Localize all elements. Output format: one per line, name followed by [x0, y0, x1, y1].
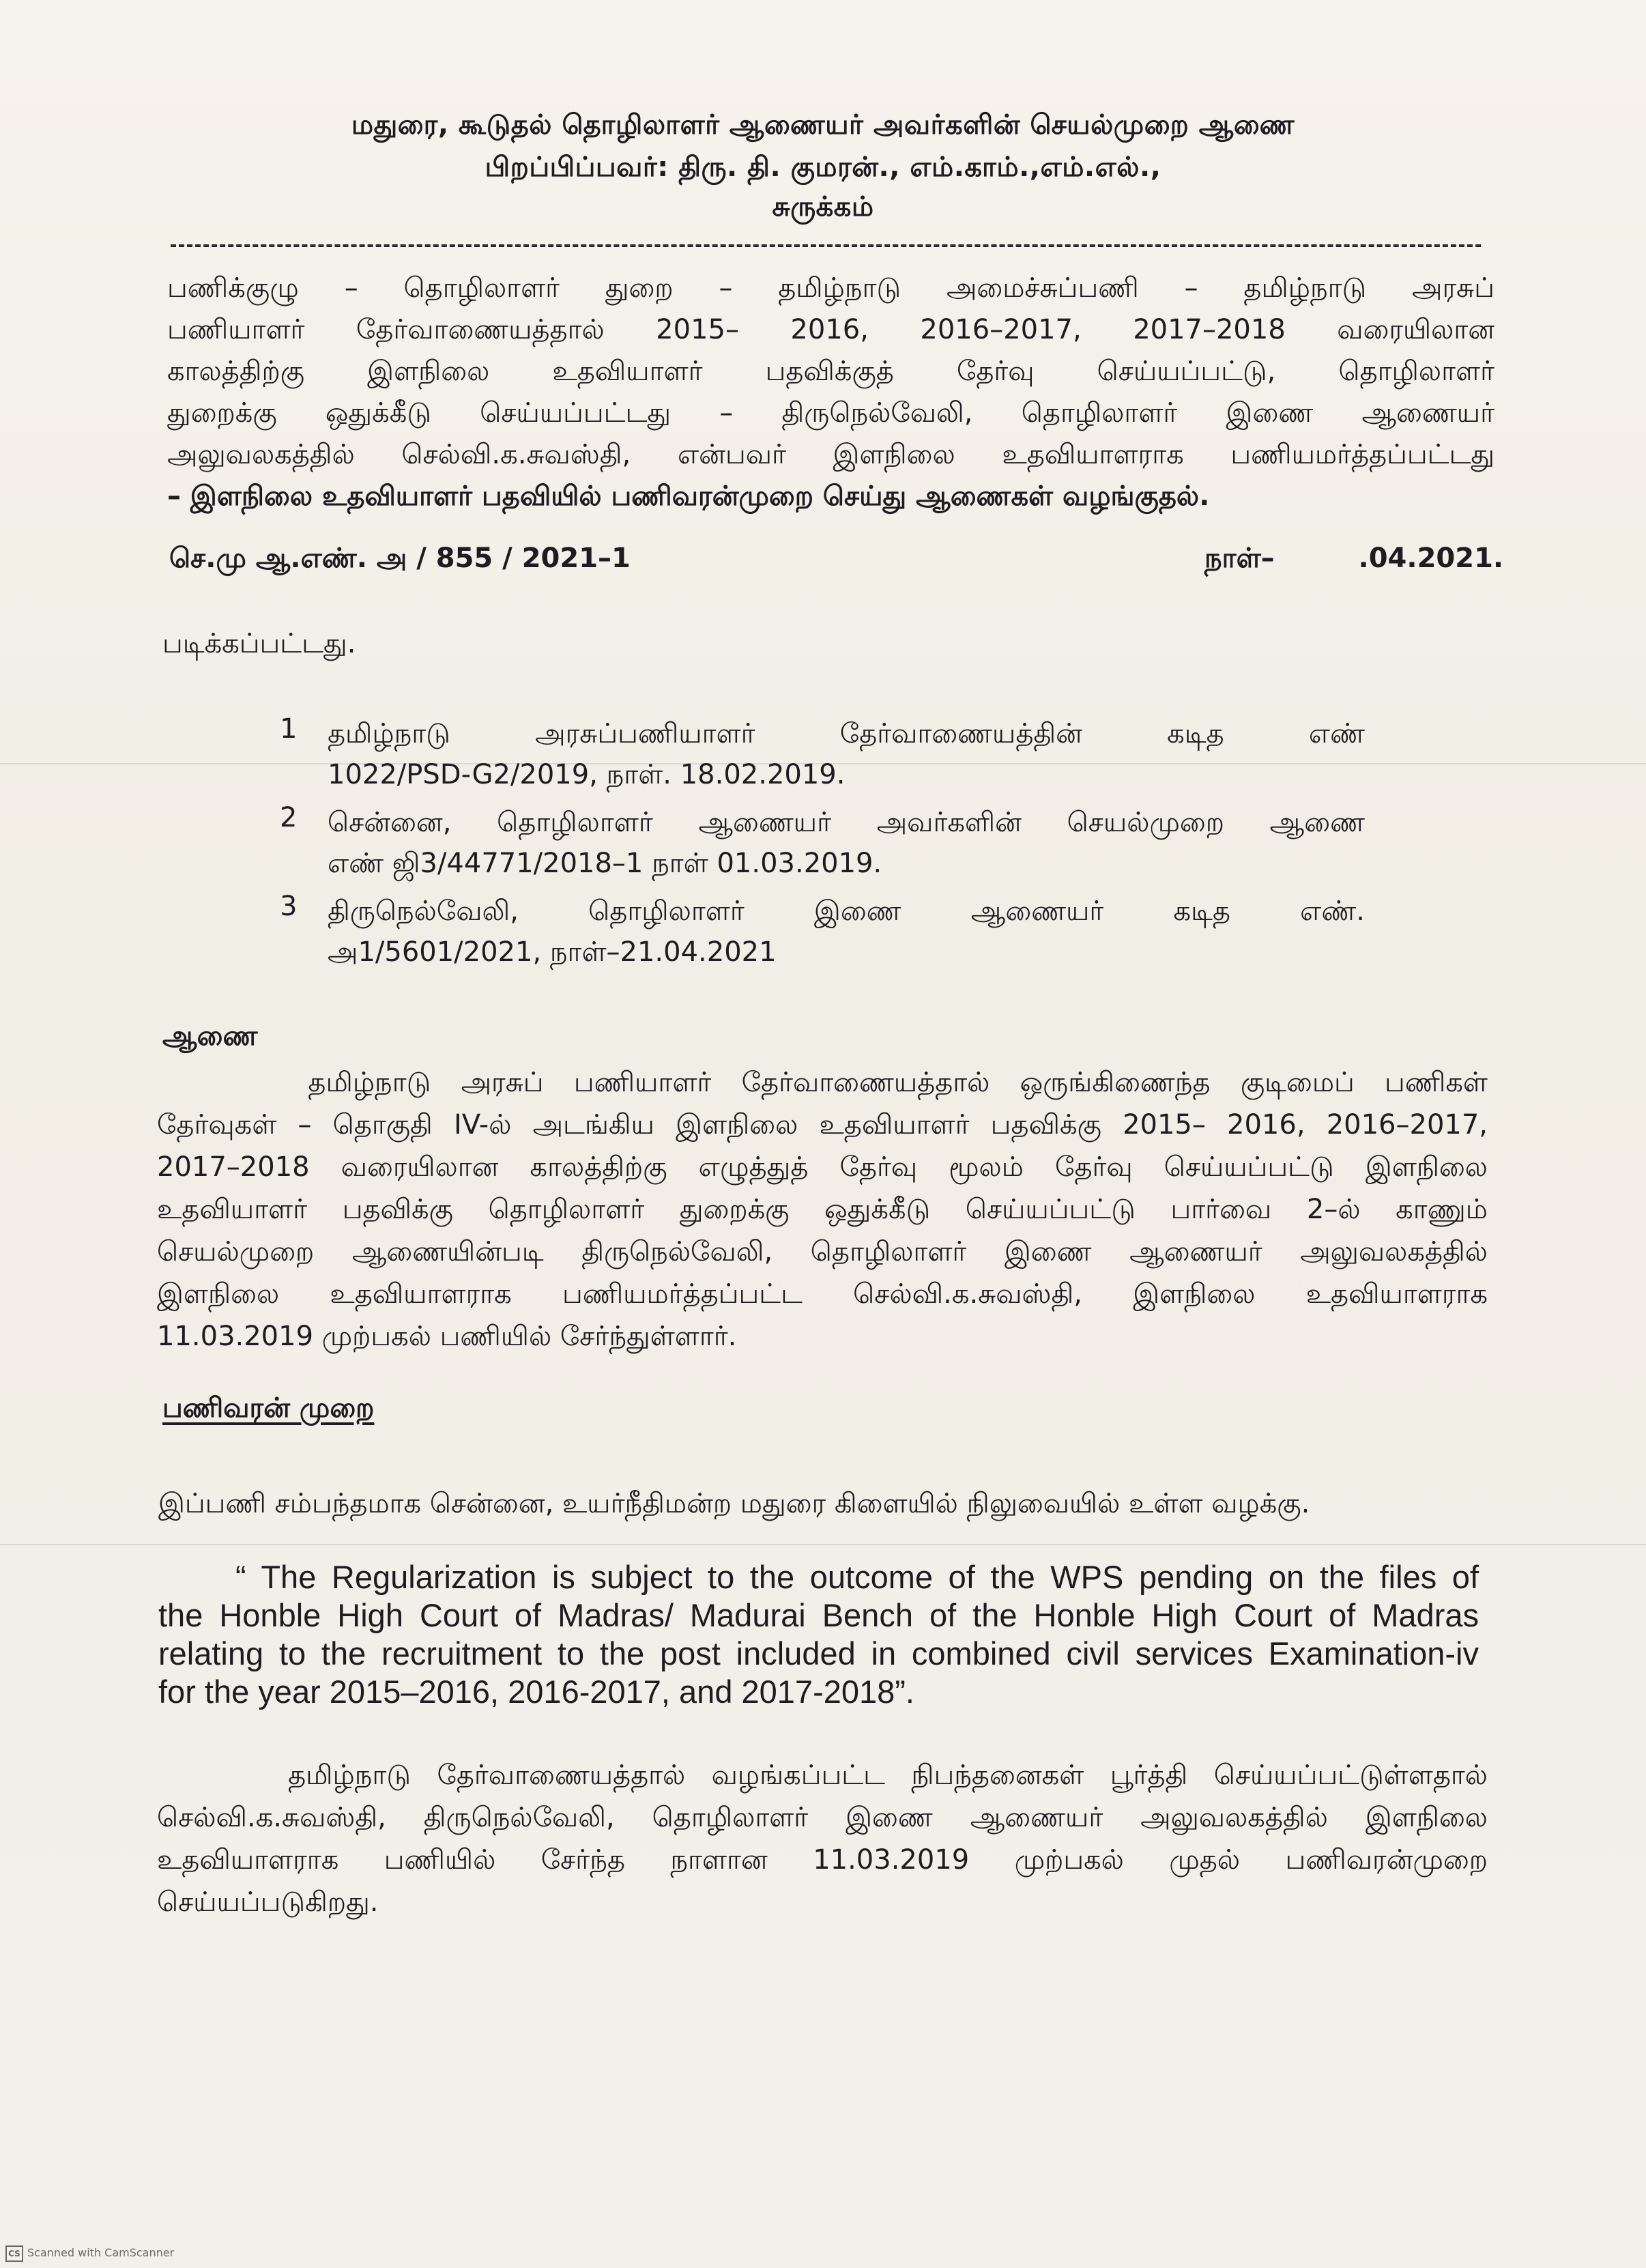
reference-line: 1022/PSD-G2/2019, நாள். 18.02.2019.	[328, 759, 846, 790]
header-title: மதுரை, கூடுதல் தொழிலாளர் ஆணையர் அவர்களின் செயல்முறை ஆணை	[351, 109, 1295, 141]
scanner-text: Scanned with CamScanner	[27, 2246, 175, 2259]
case-pending-line: இப்பணி சம்பந்தமாக சென்னை, உயர்நீதிமன்ற மதுரை கிளையில் நிலுவையில் உள்ள வழக்கு.	[158, 1488, 1310, 1519]
subject-line: அலுவலகத்தில் செல்வி.க.சுவஸ்தி, என்பவர் இளநிலை உதவியாளராக பணியமர்த்தப்பட்டது	[167, 439, 1495, 470]
reference-line: திருநெல்வேலி, தொழிலாளர் இணை ஆணையர் கடித எண்.	[328, 895, 1365, 927]
quote-line: for the year 2015–2016, 2016-2017, and 2017-2018”.	[158, 1674, 914, 1710]
camscanner-logo-icon: CS	[5, 2245, 23, 2262]
subject-line: பணிக்குழு – தொழிலாளர் துறை – தமிழ்நாடு அமைச்சுப்பணி – தமிழ்நாடு அரசுப்	[167, 272, 1495, 304]
final-line: செய்யப்படுகிறது.	[157, 1886, 379, 1918]
reference-line: தமிழ்நாடு அரசுப்பணியாளர் தேர்வாணையத்தின் கடித எண்	[328, 718, 1365, 749]
quote-line: the Honble High Court of Madras/ Madurai Bench of the Honble High Court of Madras	[158, 1597, 1479, 1633]
subject-line: துறைக்கு ஒதுக்கீடு செய்யப்பட்டது – திருநெல்வேலி, தொழிலாளர் இணை ஆணையர்	[167, 397, 1495, 429]
order-line: செயல்முறை ஆணையின்படி திருநெல்வேலி, தொழிலாளர் இணை ஆணையர் அலுவலகத்தில்	[157, 1236, 1488, 1267]
subject-line: காலத்திற்கு இளநிலை உதவியாளர் பதவிக்குத் தேர்வு செய்யப்பட்டு, தொழிலாளர்	[167, 356, 1495, 387]
reference-line: சென்னை, தொழிலாளர் ஆணையர் அவர்களின் செயல்முறை ஆணை	[328, 807, 1365, 838]
reference-line: அ1/5601/2021, நாள்–21.04.2021	[328, 936, 777, 968]
reference-number: 2	[280, 802, 298, 833]
final-line: தமிழ்நாடு தேர்வாணையத்தால் வழங்கப்பட்ட நிபந்தனைகள் பூர்த்தி செய்யப்பட்டுள்ளதால்	[157, 1760, 1488, 1791]
header-issuer: பிறப்பிப்பவர்: திரு. தி. குமரன்., எம்.காம்.,எம்.எல்.,	[485, 152, 1161, 183]
scanner-watermark	[5, 2245, 174, 2262]
header-summary-label: சுருக்கம்	[772, 191, 874, 223]
date-label: நாள்–	[1204, 543, 1275, 574]
reference-item	[280, 891, 1365, 979]
reference-number: 1	[280, 713, 298, 745]
final-line: செல்வி.க.சுவஸ்தி, திருநெல்வேலி, தொழிலாளர் இணை ஆணையர் அலுவலகத்தில் இளநிலை	[157, 1802, 1488, 1833]
order-line: தேர்வுகள் – தொகுதி IV-ல் அடங்கிய இளநிலை உதவியாளர் பதவிக்கு 2015– 2016, 2016–2017,	[157, 1109, 1488, 1140]
reference-item	[280, 802, 1365, 891]
dashed-separator	[171, 244, 1481, 247]
reference-item	[280, 713, 1365, 802]
subject-block	[167, 268, 1495, 517]
quote-line: relating to the recruitment to the post included in combined civil services Examination-iv	[158, 1635, 1479, 1671]
order-line: 2017–2018 வரையிலான காலத்திற்கு எழுத்துத் தேர்வு மூலம் தேர்வு செய்யப்பட்டு இளநிலை	[157, 1151, 1488, 1183]
regularization-heading: பணிவரன் முறை	[162, 1392, 375, 1424]
quote-line: “ The Regularization is subject to the outcome of the WPS pending on the files of	[158, 1559, 1479, 1595]
final-paragraph	[157, 1754, 1488, 1923]
final-line: உதவியாளராக பணியில் சேர்ந்த நாளான 11.03.2019 முற்பகல் முதல் பணிவரன்முறை	[157, 1844, 1488, 1876]
order-line: 11.03.2019 முற்பகல் பணியில் சேர்ந்துள்ளார்.	[157, 1321, 737, 1352]
order-date	[1204, 543, 1503, 577]
subject-line: – இளநிலை உதவியாளர் பதவியில் பணிவரன்முறை செய்து ஆணைகள் வழங்குதல்.	[167, 480, 1210, 512]
reference-number: 3	[280, 891, 298, 922]
reference-line: எண் ஜி3/44771/2018–1 நாள் 01.03.2019.	[328, 848, 882, 879]
order-line: உதவியாளர் பதவிக்கு தொழிலாளர் துறைக்கு ஒதுக்கீடு செய்யப்பட்டு பார்வை 2–ல் காணும்	[157, 1194, 1488, 1225]
order-line: தமிழ்நாடு அரசுப் பணியாளர் தேர்வாணையத்தால் ஒருங்கிணைந்த குடிமைப் பணிகள்	[157, 1067, 1488, 1098]
read-label: படிக்கப்பட்டது.	[162, 628, 356, 659]
order-paragraph	[157, 1061, 1488, 1358]
order-line: இளநிலை உதவியாளராக பணியமர்த்தப்பட்ட செல்வி.க.சுவஸ்தி, இளநிலை உதவியாளராக	[157, 1278, 1488, 1310]
paper-fold-line	[0, 1544, 1646, 1545]
date-value: .04.2021.	[1358, 543, 1504, 574]
order-label: ஆணை	[162, 1020, 258, 1052]
regularization-quote	[158, 1558, 1479, 1711]
subject-line: பணியாளர் தேர்வாணையத்தால் 2015– 2016, 2016–2017, 2017–2018 வரையிலான	[167, 314, 1495, 345]
order-number: செ.மு ஆ.எண். அ / 855 / 2021–1	[169, 543, 631, 574]
